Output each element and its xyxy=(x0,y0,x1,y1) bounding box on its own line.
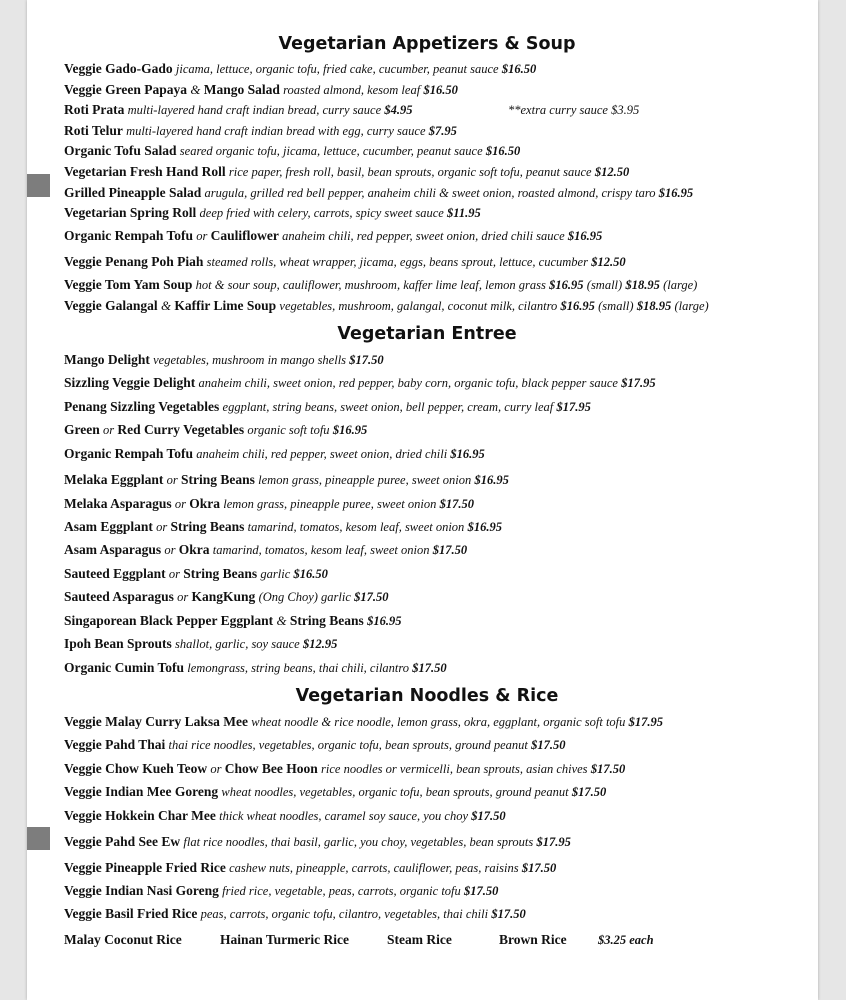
menu-item xyxy=(64,352,384,368)
item-price: $16.95 xyxy=(567,229,603,243)
item-size: (large) xyxy=(674,299,709,313)
item-name: Roti Telur xyxy=(64,123,123,138)
item-description: lemon grass, pineapple puree, sweet onion xyxy=(223,497,437,511)
item-price: $17.50 xyxy=(439,497,474,511)
item-price: $16.95 xyxy=(560,299,595,313)
menu-item xyxy=(64,254,626,270)
item-name: String Beans xyxy=(181,472,255,487)
item-price: $16.50 xyxy=(293,567,328,581)
item-price: $17.50 xyxy=(464,884,499,898)
menu-item xyxy=(64,660,447,676)
item-name: Melaka Eggplant xyxy=(64,472,164,487)
menu-item xyxy=(64,519,502,535)
item-price: $12.95 xyxy=(302,637,338,651)
item-price: $16.95 xyxy=(450,447,485,461)
item-price: $16.95 xyxy=(658,186,694,200)
item-price: $17.95 xyxy=(556,400,591,414)
menu-item xyxy=(64,102,413,118)
item-note xyxy=(508,102,639,118)
item-description: (Ong Choy) garlic xyxy=(258,590,351,604)
menu-item xyxy=(64,422,367,438)
item-name: Grilled Pineapple Salad xyxy=(64,185,202,200)
item-price: $17.50 xyxy=(521,861,557,875)
menu-item xyxy=(64,542,467,558)
menu-item xyxy=(64,834,571,850)
item-description: fried rice, vegetable, peas, carrots, organic tofu xyxy=(222,884,461,898)
gray-marker xyxy=(27,174,50,197)
item-description: deep fried with celery, carrots, spicy sweet sauce xyxy=(199,206,444,220)
item-name: Kaffir Lime Soup xyxy=(174,298,277,313)
gray-marker xyxy=(27,827,50,850)
item-size: (small) xyxy=(586,278,623,292)
item-price: $16.50 xyxy=(501,62,537,76)
item-price: $17.50 xyxy=(354,590,389,604)
rice-option xyxy=(220,932,349,948)
item-name: Veggie Gado-Gado xyxy=(64,61,173,76)
menu-item xyxy=(64,761,625,777)
item-name: Singaporean Black Pepper Eggplant xyxy=(64,613,277,628)
item-description: tamarind, tomatos, kesom leaf, sweet onion xyxy=(212,543,430,557)
menu-item xyxy=(64,496,474,512)
menu-item xyxy=(64,613,401,629)
item-price: $4.95 xyxy=(384,103,413,117)
item-price: $17.95 xyxy=(536,835,571,849)
menu-item xyxy=(64,472,509,488)
item-name: Roti Prata xyxy=(64,102,125,117)
menu-item xyxy=(64,185,693,201)
item-name: Organic Rempah Tofu xyxy=(64,228,194,243)
item-name: String Beans xyxy=(170,519,245,534)
item-price: $16.95 xyxy=(549,278,584,292)
section-heading-appetizers: Vegetarian Appetizers & Soup xyxy=(278,34,576,54)
item-name: Veggie Basil Fried Rice xyxy=(64,906,198,921)
item-price: $17.50 xyxy=(590,762,626,776)
menu-item xyxy=(64,860,556,876)
menu-item xyxy=(64,784,606,800)
item-description: jicama, lettuce, organic tofu, fried cake, cucumber, peanut sauce xyxy=(175,62,499,76)
item-name: Organic Cumin Tofu xyxy=(64,660,185,675)
item-name: Veggie Penang Poh Piah xyxy=(64,254,204,269)
item-or: or xyxy=(174,497,187,511)
item-description: garlic xyxy=(260,567,291,581)
rice-option xyxy=(499,932,567,948)
item-description: eggplant, string beans, sweet onion, bell pepper, cream, curry leaf xyxy=(222,400,554,414)
menu-item xyxy=(64,737,566,753)
item-description: thick wheat noodles, caramel soy sauce, you choy xyxy=(219,809,469,823)
item-name: Veggie Pahd See Ew xyxy=(64,834,181,849)
item-price: $16.50 xyxy=(485,144,521,158)
item-price: $16.50 xyxy=(423,83,458,97)
item-price: $17.50 xyxy=(432,543,468,557)
item-description: hot & sour soup, cauliflower, mushroom, kaffer lime leaf, lemon grass xyxy=(195,278,546,292)
item-description: lemon grass, pineapple puree, sweet onion xyxy=(258,473,472,487)
item-description: organic soft tofu xyxy=(247,423,330,437)
item-name: Asam Eggplant xyxy=(64,519,153,534)
item-or: or xyxy=(103,423,115,437)
item-price: $17.95 xyxy=(621,376,656,390)
item-name: Veggie Indian Mee Goreng xyxy=(64,784,219,799)
item-description: peas, carrots, organic tofu, cilantro, vegetables, thai chili xyxy=(200,907,489,921)
item-name: Asam Asparagus xyxy=(64,542,162,557)
item-description: anaheim chili, red pepper, sweet onion, dried chili sauce xyxy=(282,229,565,243)
item-or: or xyxy=(196,229,208,243)
item-price: $17.50 xyxy=(471,809,506,823)
item-description: roasted almond, kesom leaf xyxy=(283,83,421,97)
item-price: $18.95 xyxy=(636,299,672,313)
item-name: String Beans xyxy=(289,613,364,628)
item-price: $17.50 xyxy=(412,661,447,675)
item-description: cashew nuts, pineapple, carrots, cauliflower, peas, raisins xyxy=(229,861,519,875)
item-name: Veggie Pineapple Fried Rice xyxy=(64,860,226,875)
rice-option xyxy=(64,932,182,948)
item-size: (large) xyxy=(663,278,698,292)
item-or: or xyxy=(210,762,222,776)
menu-item xyxy=(64,883,498,899)
item-name: Chow Bee Hoon xyxy=(224,761,318,776)
item-description: rice noodles or vermicelli, bean sprouts, asian chives xyxy=(321,762,588,776)
menu-item xyxy=(64,277,697,293)
menu-item xyxy=(64,446,485,462)
item-name: Sauteed Eggplant xyxy=(64,566,166,581)
item-price: $18.95 xyxy=(625,278,660,292)
menu-item xyxy=(64,298,709,314)
menu-item xyxy=(64,714,663,730)
item-size: (small) xyxy=(598,299,634,313)
item-name: Veggie Malay Curry Laksa Mee xyxy=(64,714,248,729)
item-description: thai rice noodles, vegetables, organic tofu, bean sprouts, ground peanut xyxy=(168,738,528,752)
item-or: or xyxy=(168,567,181,581)
rice-option-name: Malay Coconut Rice xyxy=(64,932,182,947)
item-name: Okra xyxy=(189,496,221,511)
menu-item xyxy=(64,164,629,180)
item-name: Sizzling Veggie Delight xyxy=(64,375,196,390)
item-name: Mango Delight xyxy=(64,352,150,367)
item-name: Sauteed Asparagus xyxy=(64,589,174,604)
item-name: Cauliflower xyxy=(210,228,279,243)
item-description: tamarind, tomatos, kesom leaf, sweet onion xyxy=(247,520,465,534)
rice-option-name: Hainan Turmeric Rice xyxy=(220,932,349,947)
item-name: Veggie Galangal xyxy=(64,298,162,313)
item-name: Mango Salad xyxy=(203,82,280,97)
item-name: Veggie Green Papaya xyxy=(64,82,191,97)
menu-item xyxy=(64,399,591,415)
item-description: steamed rolls, wheat wrapper, jicama, eggs, beans sprout, lettuce, cucumber xyxy=(206,255,588,269)
rice-price xyxy=(598,932,654,948)
menu-item xyxy=(64,636,337,652)
item-description: lemongrass, string beans, thai chili, cilantro xyxy=(187,661,410,675)
item-description: multi-layered hand craft indian bread, curry sauce xyxy=(127,103,382,117)
item-description: vegetables, mushroom in mango shells xyxy=(153,353,347,367)
item-price: $12.50 xyxy=(591,255,626,269)
item-name: Veggie Pahd Thai xyxy=(64,737,166,752)
rice-option-name: Brown Rice xyxy=(499,932,567,947)
item-description: anaheim chili, red pepper, sweet onion, dried chili xyxy=(196,447,448,461)
item-description: seared organic tofu, jicama, lettuce, cucumber, peanut sauce xyxy=(179,144,483,158)
item-description: wheat noodles, vegetables, organic tofu, bean sprouts, ground peanut xyxy=(221,785,569,799)
section-heading-entree: Vegetarian Entree xyxy=(337,324,517,344)
item-price: $12.50 xyxy=(594,165,630,179)
rice-option xyxy=(387,932,452,948)
item-description: wheat noodle & rice noodle, lemon grass, okra, eggplant, organic soft tofu xyxy=(251,715,626,729)
menu-item xyxy=(64,906,526,922)
item-name: String Beans xyxy=(183,566,258,581)
menu-item xyxy=(64,205,481,221)
menu-item xyxy=(64,589,389,605)
item-description: vegetables, mushroom, galangal, coconut milk, cilantro xyxy=(279,299,558,313)
item-or: or xyxy=(156,520,168,534)
item-ampersand: & xyxy=(276,613,287,628)
item-name: Vegetarian Fresh Hand Roll xyxy=(64,164,226,179)
item-price: $7.95 xyxy=(428,124,457,138)
extra-curry-note: **extra curry sauce $3.95 xyxy=(508,103,640,117)
item-name: Veggie Tom Yam Soup xyxy=(64,277,193,292)
item-ampersand: & xyxy=(161,298,172,313)
item-price: $17.50 xyxy=(491,907,526,921)
item-description: flat rice noodles, thai basil, garlic, you choy, vegetables, bean sprouts xyxy=(183,835,534,849)
item-or: or xyxy=(164,543,176,557)
section-heading-noodles: Vegetarian Noodles & Rice xyxy=(295,686,559,706)
item-price: $11.95 xyxy=(447,206,481,220)
item-name: Organic Rempah Tofu xyxy=(64,446,194,461)
item-ampersand: & xyxy=(190,82,201,97)
item-or: or xyxy=(166,473,178,487)
item-price: $16.95 xyxy=(474,473,509,487)
item-description: anaheim chili, sweet onion, red pepper, baby corn, organic tofu, black pepper sauce xyxy=(198,376,618,390)
menu-item xyxy=(64,375,656,391)
item-price: $17.95 xyxy=(628,715,664,729)
menu-item xyxy=(64,61,536,77)
menu-item xyxy=(64,143,520,159)
item-name: Red Curry Vegetables xyxy=(117,422,245,437)
item-name: Penang Sizzling Vegetables xyxy=(64,399,220,414)
menu-item xyxy=(64,228,602,244)
item-name: Ipoh Bean Sprouts xyxy=(64,636,172,651)
item-price: $16.95 xyxy=(467,520,502,534)
item-name: Organic Tofu Salad xyxy=(64,143,177,158)
item-description: rice paper, fresh roll, basil, bean sprouts, organic soft tofu, peanut sauce xyxy=(228,165,592,179)
item-description: arugula, grilled red bell pepper, anaheim chili & sweet onion, roasted almond, crispy taro xyxy=(204,186,656,200)
rice-option-name: Steam Rice xyxy=(387,932,452,947)
item-name: Green xyxy=(64,422,100,437)
item-price: $16.95 xyxy=(332,423,368,437)
item-name: Veggie Chow Kueh Teow xyxy=(64,761,208,776)
item-price: $16.95 xyxy=(367,614,402,628)
menu-item xyxy=(64,566,328,582)
item-name: Vegetarian Spring Roll xyxy=(64,205,197,220)
item-description: multi-layered hand craft indian bread with egg, curry sauce xyxy=(126,124,426,138)
item-name: Veggie Hokkein Char Mee xyxy=(64,808,216,823)
rice-price-each: $3.25 each xyxy=(598,933,654,947)
item-name: Okra xyxy=(178,542,210,557)
item-price: $17.50 xyxy=(571,785,607,799)
item-name: KangKung xyxy=(191,589,256,604)
item-description: shallot, garlic, soy sauce xyxy=(175,637,300,651)
item-name: Veggie Indian Nasi Goreng xyxy=(64,883,219,898)
item-or: or xyxy=(177,590,189,604)
menu-item xyxy=(64,82,458,98)
menu-item xyxy=(64,123,457,139)
item-price: $17.50 xyxy=(531,738,566,752)
item-name: Melaka Asparagus xyxy=(64,496,172,511)
item-price: $17.50 xyxy=(349,353,384,367)
menu-item xyxy=(64,808,506,824)
